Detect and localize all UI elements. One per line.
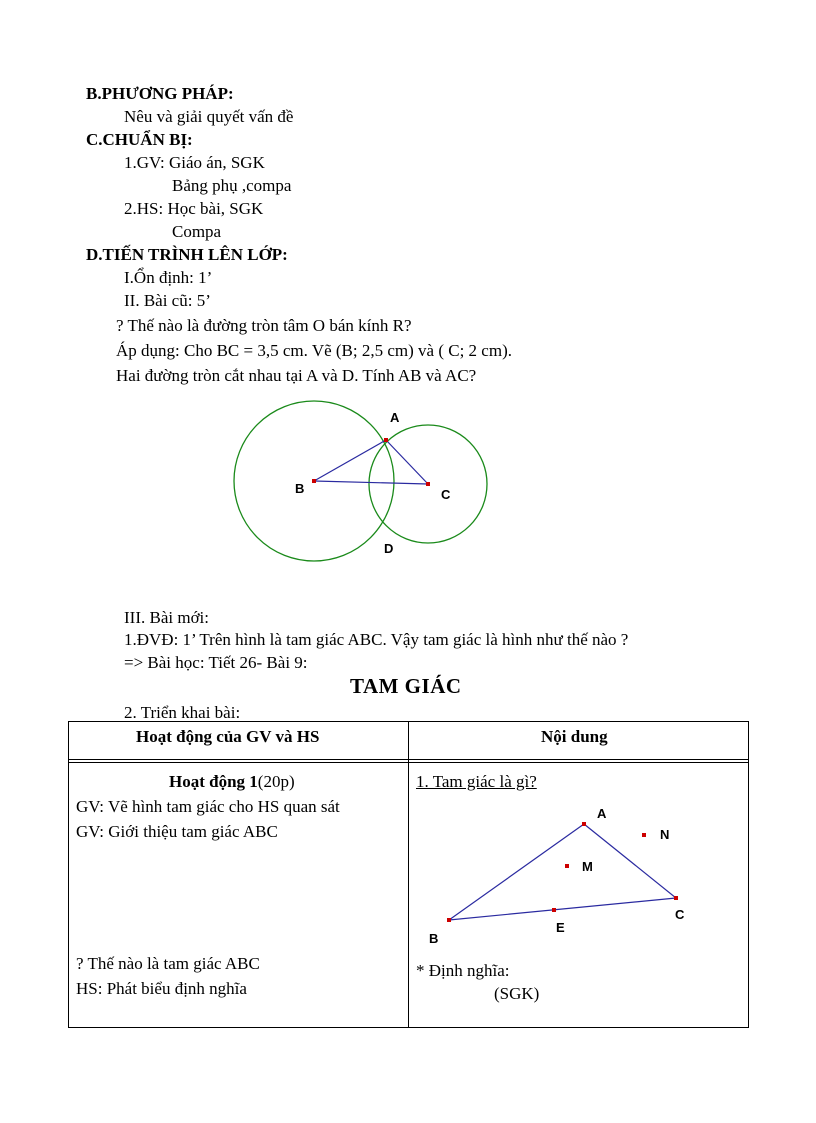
tri-label-c: C: [675, 907, 685, 922]
tri-label-b: B: [429, 931, 439, 946]
gv-prep: 1.GV: Giáo án, SGK: [124, 153, 265, 172]
step-3: III. Bài mới:: [124, 608, 209, 627]
tri-point-n: [642, 833, 646, 837]
label-d: D: [384, 541, 394, 556]
tri-label-n: N: [660, 827, 670, 842]
gv-prep-2: Bảng phụ ,compa: [172, 176, 292, 195]
sgk-ref: (SGK): [494, 984, 540, 1003]
activity-time: (20p): [257, 772, 295, 791]
apply-text: Áp dụng: Cho BC = 3,5 cm. Vẽ (B; 2,5 cm) và ( C; 2 cm).: [116, 341, 512, 360]
content-title: 1. Tam giác là gì?: [416, 772, 537, 791]
hs-prep-2: Compa: [172, 222, 222, 241]
section-b-heading: B.PHƯƠNG PHÁP:: [86, 84, 234, 103]
tri-bc: [449, 898, 676, 920]
section-c-heading: C.CHUẨN BỊ:: [86, 130, 193, 149]
activity-title: Hoạt động 1: [169, 772, 258, 791]
tri-ab: [449, 824, 584, 920]
step-1: I.Ổn định: 1’: [124, 268, 213, 287]
intro-text: 1.ĐVĐ: 1’ Trên hình là tam giác ABC. Vậy tam giác là hình như thế nào ?: [124, 630, 629, 649]
question-line: ? Thế nào là tam giác ABC: [76, 954, 260, 973]
tri-point-c: [674, 896, 678, 900]
tri-point-m: [565, 864, 569, 868]
lesson-title: TAM GIÁC: [350, 674, 462, 698]
label-c: C: [441, 487, 451, 502]
tri-label-a: A: [597, 806, 607, 821]
definition-label: * Định nghĩa:: [416, 961, 510, 980]
label-a: A: [390, 410, 400, 425]
hs-line: HS: Phát biểu định nghĩa: [76, 979, 247, 998]
gv-line-2: GV: Giới thiệu tam giác ABC: [76, 822, 278, 841]
lesson-ref: => Bài học: Tiết 26- Bài 9:: [124, 653, 308, 672]
tri-label-e: E: [556, 920, 565, 935]
col1-header: Hoạt động của GV và HS: [136, 727, 320, 746]
tri-point-b: [447, 918, 451, 922]
gv-line-1: GV: Vẽ hình tam giác cho HS quan sát: [76, 797, 340, 816]
tri-point-e: [552, 908, 556, 912]
step-2: II. Bài cũ: 5’: [124, 291, 211, 310]
hs-prep: 2.HS: Học bài, SGK: [124, 199, 264, 218]
label-b: B: [295, 481, 305, 496]
tri-point-a: [582, 822, 586, 826]
method-text: Nêu và giải quyết vấn đề: [124, 107, 294, 126]
review-question: ? Thế nào là đường tròn tâm O bán kính R?: [116, 316, 412, 335]
col2-header: Nội dung: [541, 727, 608, 746]
deploy-text: 2. Triển khai bài:: [124, 703, 241, 722]
tri-label-m: M: [582, 859, 593, 874]
section-d-heading: D.TIẾN TRÌNH LÊN LỚP:: [86, 245, 288, 264]
apply-text-2: Hai đường tròn cắt nhau tại A và D. Tính AB và AC?: [116, 366, 477, 385]
